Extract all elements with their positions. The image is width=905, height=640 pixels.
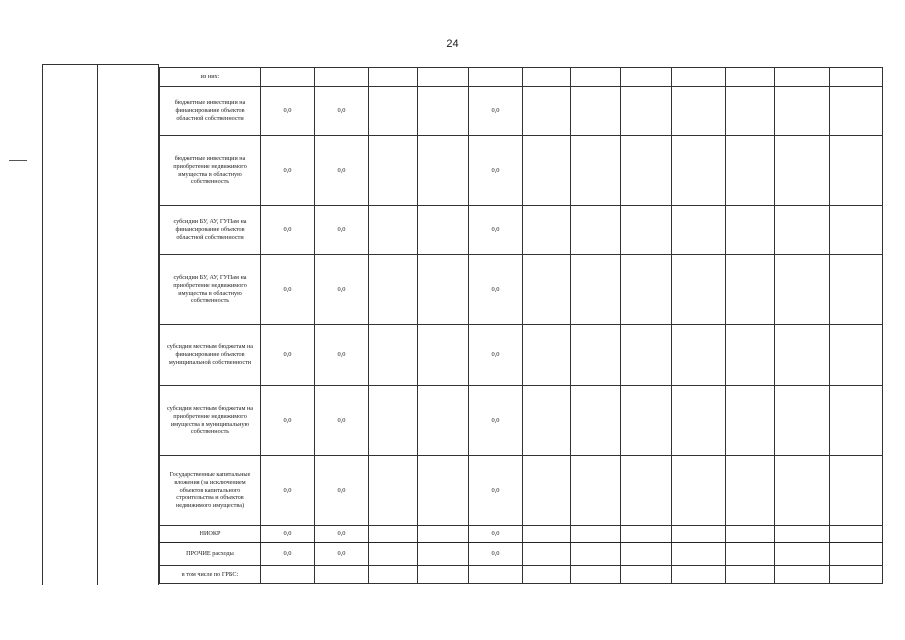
row-label: Государственные капитальные вложения (за исключением объектов капитального строительства и объектов недвижимого имущества) (160, 456, 261, 526)
empty-cell (523, 566, 571, 584)
empty-cell (672, 255, 726, 325)
value-cell: 0,0 (261, 87, 315, 136)
empty-cell (775, 87, 830, 136)
value-cell (418, 325, 469, 386)
table-row (160, 543, 883, 566)
value-cell: 0,0 (315, 526, 369, 543)
empty-cell (830, 206, 883, 255)
empty-cell (621, 325, 672, 386)
empty-cell (523, 386, 571, 456)
value-cell: 0,0 (469, 136, 523, 206)
value-cell (369, 456, 418, 526)
row-label: бюджетные инвестиции на приобретение недвижимого имущества в областную собственность (160, 136, 261, 206)
empty-cell (621, 386, 672, 456)
empty-cell (621, 87, 672, 136)
value-cell: 0,0 (315, 543, 369, 566)
empty-cell (830, 325, 883, 386)
empty-cell (621, 456, 672, 526)
value-cell (315, 566, 369, 584)
value-cell (469, 566, 523, 584)
value-cell (418, 526, 469, 543)
table-row (160, 255, 883, 325)
empty-cell (571, 325, 621, 386)
value-cell (418, 456, 469, 526)
value-cell (469, 68, 523, 87)
value-cell (369, 87, 418, 136)
table-row (160, 526, 883, 543)
empty-cell (523, 136, 571, 206)
value-cell (418, 566, 469, 584)
empty-cell (830, 456, 883, 526)
empty-cell (672, 68, 726, 87)
empty-cell (672, 526, 726, 543)
value-cell (369, 386, 418, 456)
empty-cell (726, 136, 775, 206)
empty-cell (775, 456, 830, 526)
table-row (160, 325, 883, 386)
empty-cell (672, 566, 726, 584)
empty-cell (672, 87, 726, 136)
empty-cell (571, 87, 621, 136)
value-cell (369, 136, 418, 206)
value-cell: 0,0 (469, 206, 523, 255)
empty-cell (775, 136, 830, 206)
value-cell (418, 136, 469, 206)
value-cell: 0,0 (315, 87, 369, 136)
empty-cell (523, 526, 571, 543)
value-cell: 0,0 (261, 543, 315, 566)
empty-cell (775, 543, 830, 566)
empty-cell (571, 136, 621, 206)
empty-cell (830, 68, 883, 87)
empty-cell (775, 386, 830, 456)
empty-cell (775, 255, 830, 325)
empty-cell (830, 566, 883, 584)
empty-cell (672, 206, 726, 255)
value-cell (418, 386, 469, 456)
empty-cell (672, 386, 726, 456)
value-cell: 0,0 (469, 325, 523, 386)
value-cell (315, 68, 369, 87)
value-cell (261, 68, 315, 87)
empty-cell (621, 543, 672, 566)
value-cell (369, 255, 418, 325)
empty-cell (672, 543, 726, 566)
empty-cell (571, 255, 621, 325)
row-label: НИОКР (160, 526, 261, 543)
empty-cell (571, 526, 621, 543)
empty-cell (775, 206, 830, 255)
row-label: бюджетные инвестиции на финансирование объектов областной собственности (160, 87, 261, 136)
empty-cell (726, 566, 775, 584)
value-cell (418, 206, 469, 255)
empty-cell (830, 87, 883, 136)
row-label: из них: (160, 68, 261, 87)
value-cell: 0,0 (469, 255, 523, 325)
value-cell: 0,0 (469, 386, 523, 456)
empty-cell (726, 526, 775, 543)
empty-cell (571, 456, 621, 526)
margin-mark (9, 160, 27, 161)
value-cell: 0,0 (469, 543, 523, 566)
value-cell: 0,0 (261, 526, 315, 543)
value-cell: 0,0 (315, 255, 369, 325)
empty-cell (523, 543, 571, 566)
empty-cell (621, 566, 672, 584)
empty-cell (726, 68, 775, 87)
empty-cell (830, 526, 883, 543)
table-row (160, 87, 883, 136)
value-cell: 0,0 (261, 456, 315, 526)
value-cell: 0,0 (315, 456, 369, 526)
value-cell: 0,0 (315, 325, 369, 386)
value-cell (369, 526, 418, 543)
frame-line (97, 65, 98, 585)
row-label: субсидии местным бюджетам на финансирование объектов муниципальной собственности (160, 325, 261, 386)
value-cell: 0,0 (315, 136, 369, 206)
empty-cell (523, 456, 571, 526)
empty-cell (571, 543, 621, 566)
value-cell (418, 68, 469, 87)
empty-cell (571, 566, 621, 584)
row-label: субсидии БУ, АУ, ГУПам на приобретение недвижимого имущества в областную собственность (160, 255, 261, 325)
empty-cell (775, 325, 830, 386)
empty-cell (672, 456, 726, 526)
value-cell: 0,0 (261, 386, 315, 456)
expenditure-table (159, 67, 883, 584)
value-cell (418, 255, 469, 325)
value-cell: 0,0 (469, 87, 523, 136)
empty-cell (726, 543, 775, 566)
value-cell: 0,0 (261, 255, 315, 325)
value-cell: 0,0 (469, 526, 523, 543)
row-label: субсидии БУ, АУ, ГУПам на финансирование объектов областной собственности (160, 206, 261, 255)
empty-cell (830, 543, 883, 566)
empty-cell (775, 566, 830, 584)
value-cell (369, 325, 418, 386)
empty-cell (523, 87, 571, 136)
empty-cell (523, 68, 571, 87)
value-cell: 0,0 (261, 206, 315, 255)
value-cell (369, 206, 418, 255)
table-row (160, 456, 883, 526)
empty-cell (830, 136, 883, 206)
value-cell (418, 543, 469, 566)
value-cell: 0,0 (261, 136, 315, 206)
value-cell: 0,0 (315, 206, 369, 255)
empty-cell (726, 325, 775, 386)
empty-cell (523, 206, 571, 255)
empty-cell (523, 325, 571, 386)
value-cell: 0,0 (315, 386, 369, 456)
empty-cell (571, 206, 621, 255)
empty-cell (830, 386, 883, 456)
table-row (160, 68, 883, 87)
value-cell: 0,0 (261, 325, 315, 386)
frame-line (42, 65, 43, 585)
empty-cell (621, 526, 672, 543)
empty-cell (726, 456, 775, 526)
empty-cell (621, 68, 672, 87)
empty-cell (523, 255, 571, 325)
table-row (160, 566, 883, 584)
empty-cell (726, 386, 775, 456)
empty-cell (726, 206, 775, 255)
row-label: в том числе по ГРБС: (160, 566, 261, 584)
value-cell (418, 87, 469, 136)
empty-cell (726, 255, 775, 325)
empty-cell (571, 68, 621, 87)
empty-cell (830, 255, 883, 325)
table-row (160, 206, 883, 255)
empty-cell (672, 325, 726, 386)
table-row (160, 386, 883, 456)
value-cell: 0,0 (469, 456, 523, 526)
value-cell (261, 566, 315, 584)
value-cell (369, 68, 418, 87)
empty-cell (621, 206, 672, 255)
empty-cell (621, 136, 672, 206)
row-label: ПРОЧИЕ расходы (160, 543, 261, 566)
value-cell (369, 543, 418, 566)
empty-cell (726, 87, 775, 136)
table-row (160, 136, 883, 206)
empty-cell (571, 386, 621, 456)
empty-cell (621, 255, 672, 325)
empty-cell (775, 526, 830, 543)
empty-cell (775, 68, 830, 87)
value-cell (369, 566, 418, 584)
row-label: субсидии местным бюджетам на приобретение недвижимого имущества в муниципальную собственность (160, 386, 261, 456)
empty-cell (672, 136, 726, 206)
left-frame-columns (42, 64, 159, 585)
page-number: 24 (446, 38, 459, 50)
